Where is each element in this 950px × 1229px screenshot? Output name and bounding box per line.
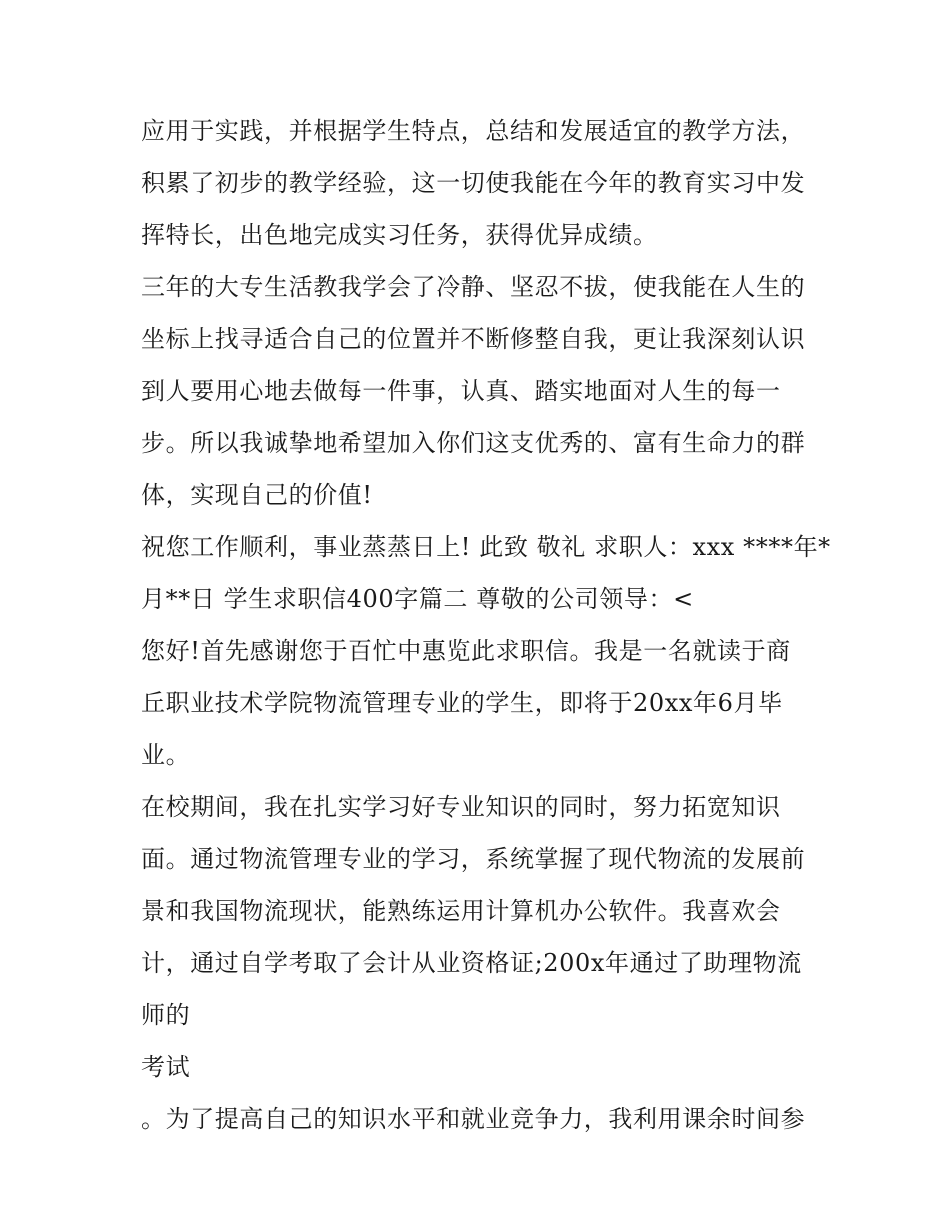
text-line: 坐标上找寻适合自己的位置并不断修整自我，更让我深刻认识	[141, 325, 806, 353]
text-line: 三年的大专生活教我学会了冷静、坚忍不拔，使我能在人生的	[141, 273, 806, 301]
text-line: 月**日 学生求职信400字篇二 尊敬的公司领导：<	[141, 585, 694, 613]
text-line: 景和我国物流现状，能熟练运用计算机办公软件。我喜欢会	[141, 897, 781, 925]
text-line: 您好!首先感谢您于百忙中惠览此求职信。我是一名就读于商	[141, 637, 791, 665]
text-line: 体，实现自己的价值!	[141, 481, 373, 509]
text-line: 应用于实践，并根据学生特点，总结和发展适宜的教学方法，	[141, 117, 806, 145]
text-line: 面。通过物流管理专业的学习，系统掌握了现代物流的发展前	[141, 845, 806, 873]
text-line: 丘职业技术学院物流管理专业的学生，即将于20xx年6月毕	[141, 689, 783, 717]
text-line: 到人要用心地去做每一件事，认真、踏实地面对人生的每一	[141, 377, 781, 405]
text-line: 师的	[141, 1001, 191, 1029]
text-line: 祝您工作顺利，事业蒸蒸日上! 此致 敬礼 求职人：xxx ****年*	[141, 533, 831, 561]
document-body	[141, 105, 831, 1145]
text-line: 。为了提高自己的知识水平和就业竞争力，我利用课余时间参	[141, 1105, 806, 1133]
text-line: 计，通过自学考取了会计从业资格证;200x年通过了助理物流	[141, 949, 802, 977]
text-line: 步。所以我诚挚地希望加入你们这支优秀的、富有生命力的群	[141, 429, 806, 457]
text-line: 积累了初步的教学经验，这一切使我能在今年的教育实习中发	[141, 169, 806, 197]
text-line: 业。	[141, 741, 191, 769]
text-line: 在校期间，我在扎实学习好专业知识的同时，努力拓宽知识	[141, 793, 781, 821]
text-line: 考试	[141, 1053, 191, 1081]
text-line: 挥特长，出色地完成实习任务，获得优异成绩。	[141, 221, 658, 249]
